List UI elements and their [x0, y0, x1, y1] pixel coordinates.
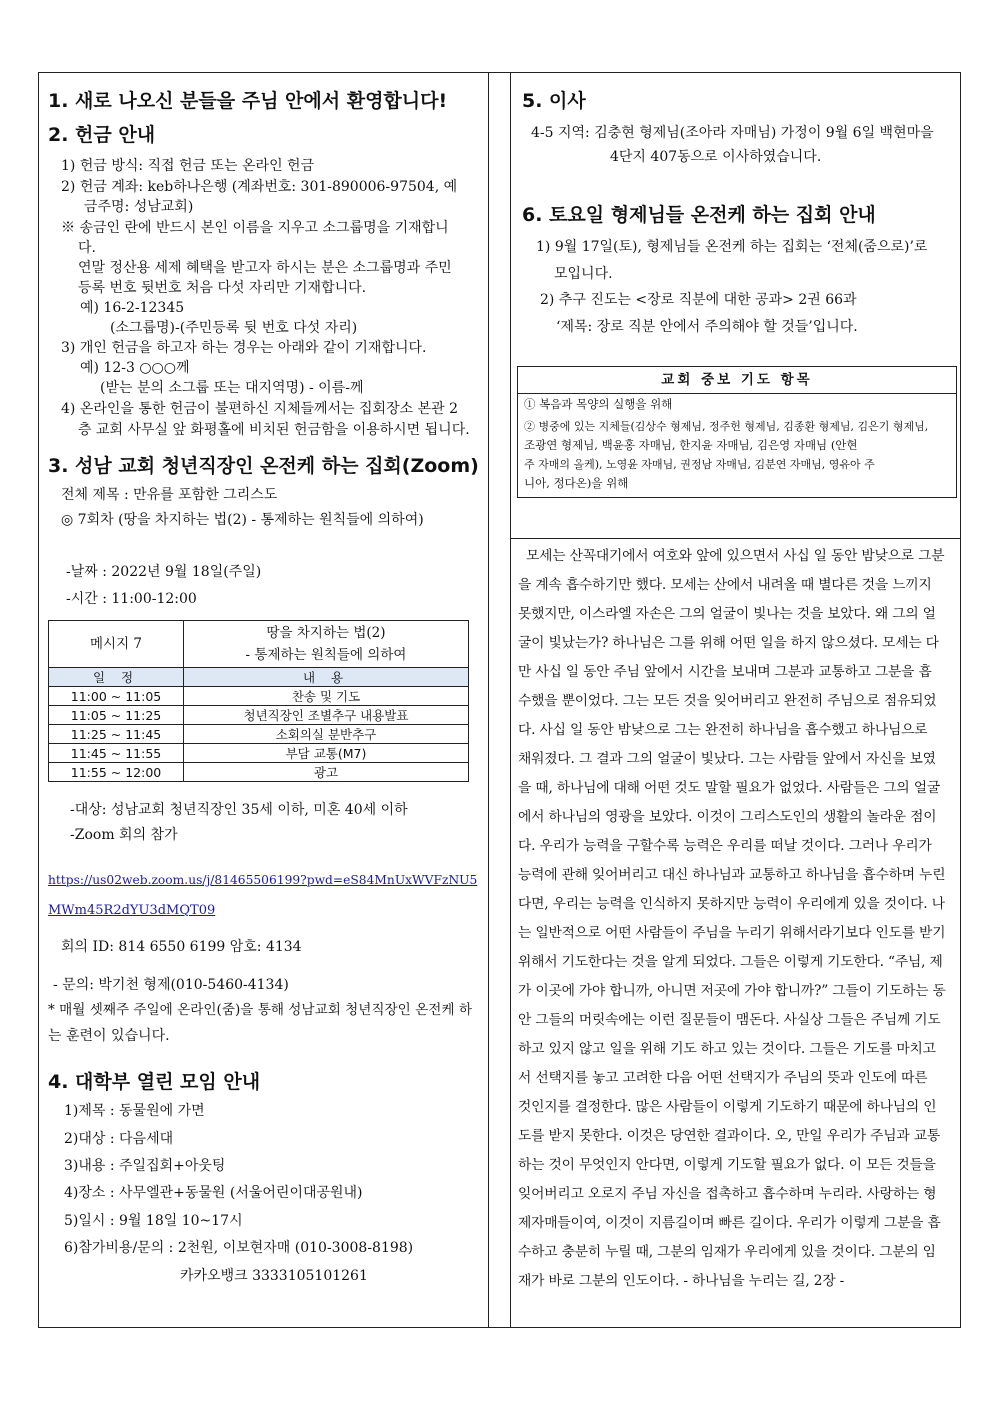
- message-title: [184, 621, 469, 668]
- offering-line: 4) 온라인을 통한 헌금이 불편하신 지체들께서는 집회장소 본관 2: [61, 401, 458, 417]
- offering-line: ※ 송금인 란에 반드시 본인 이름을 지우고 소그룹명을 기재합니: [61, 220, 449, 236]
- schedule-header-row: [49, 621, 469, 668]
- meeting-detail: 5)일시 : 9월 18일 10~17시: [64, 1213, 243, 1229]
- essay-line: 잊어버리고 오로지 주님 자신을 접촉하고 흡수하며 누리라. 사랑하는 형: [518, 1186, 937, 1202]
- message-title-line: 땅을 차지하는 법(2): [266, 625, 386, 641]
- offering-line: 층 교회 사무실 앞 화평홀에 비치된 헌금함을 이용하시면 됩니다.: [78, 422, 470, 438]
- section-3-heading: 3. 성남 교회 청년직장인 온전케 하는 집회(Zoom): [48, 455, 479, 477]
- essay-line: 굴이 빛났는가? 하나님은 그를 위해 어떤 일을 하지 않으셨다. 모세는 다: [518, 635, 939, 651]
- offering-line: 등록 번호 뒷번호 처음 다섯 자리만 기재합니다.: [78, 280, 367, 296]
- essay-line: 채워졌다. 그 결과 그의 얼굴이 빛났다. 그는 사람들 앞에서 자신을 보였: [518, 751, 936, 767]
- essay-line: 을 때, 하나님에 대해 어떤 것도 말할 필요가 없었다. 사람들은 그의 얼굴: [518, 780, 940, 796]
- meeting-detail: 2)대상 : 다음세대: [64, 1131, 174, 1147]
- zoom-link[interactable]: https://us02web.zoom.us/j/81465506199?pwd=eS84MnUxWVFzNU5: [48, 873, 478, 887]
- series-title: 전체 제목 : 만유를 포함한 그리스도: [61, 487, 278, 503]
- offering-line: 2) 헌금 계좌: keb하나은행 (계좌번호: 301-890006-97504, 예: [61, 179, 458, 195]
- meeting-id: 회의 ID: 814 6550 6199 암호: 4134: [61, 939, 302, 955]
- row-content: 소회의실 분반추구: [184, 725, 469, 744]
- row-time: 11:05 ~ 11:25: [49, 706, 184, 725]
- moving-notice: 4-5 지역: 김충현 형제님(조아라 자매님) 가정이 9월 6일 백현마을: [531, 125, 934, 141]
- essay-line: 위해서 기도한다는 것을 알게 되었다. 그들은 이렇게 기도한다. “주님, 제: [518, 954, 943, 970]
- offering-line: (받는 분의 소그룹 또는 대지역명) - 이름-께: [100, 380, 364, 396]
- saturday-meeting-line: ‘제목: 장로 직분 안에서 주의해야 할 것들’입니다.: [556, 319, 858, 335]
- essay-line: 서 선택지를 놓고 고려한 다음 어떤 선택지가 주님의 뜻과 인도에 따른: [518, 1070, 928, 1086]
- row-time: 11:00 ~ 11:05: [49, 687, 184, 706]
- essay-line: 못했지만, 이스라엘 자손은 그의 얼굴이 빛나는 것을 보았다. 왜 그의 얼: [518, 606, 936, 622]
- essay-line: 안 그들의 머릿속에는 이런 질문들이 맴돈다. 사실상 그들은 주님께 기도: [518, 1012, 941, 1028]
- column-content: 내 용: [184, 668, 469, 687]
- essay-line: 는 일반적으로 어떤 사람들이 주님을 누리기 위해서라기보다 인도를 받기: [518, 925, 946, 941]
- section-1-heading: 1. 새로 나오신 분들을 주님 안에서 환영합니다!: [48, 90, 448, 112]
- essay-line: 제자매들이여, 이것이 지름길이며 빠른 길이다. 우리가 이렇게 그분을 흡: [518, 1215, 941, 1231]
- right-column-separator: [510, 538, 961, 539]
- moving-notice-continued: 4단지 407동으로 이사하였습니다.: [610, 149, 822, 165]
- table-row: [49, 706, 469, 725]
- bank-account: 카카오뱅크 3333105101261: [180, 1268, 368, 1284]
- row-time: 11:45 ~ 11:55: [49, 744, 184, 763]
- section-4-heading: 4. 대학부 열린 모임 안내: [48, 1071, 261, 1093]
- saturday-meeting-line: 2) 추구 진도는 <장로 직분에 대한 공과> 2권 66과: [540, 292, 857, 308]
- offering-line: 연말 정산용 세제 혜택을 받고자 하시는 분은 소그룹명과 주민: [78, 260, 452, 276]
- schedule-table: [48, 620, 469, 782]
- section-2-heading: 2. 헌금 안내: [48, 124, 156, 146]
- message-label: 메시지 7: [49, 621, 184, 668]
- offering-line: 3) 개인 헌금을 하고자 하는 경우는 아래와 같이 기재합니다.: [61, 340, 427, 356]
- row-time: 11:25 ~ 11:45: [49, 725, 184, 744]
- row-content: 청년직장인 조별추구 내용발표: [184, 706, 469, 725]
- prayer-item: 조광연 형제님, 백윤홍 자매님, 한지윤 자매님, 김은영 자매님 (안현: [524, 438, 858, 452]
- offering-line: 예) 12-3 ○○○께: [80, 360, 190, 376]
- essay-line: 하는 것이 무엇인지 안다면, 이렇게 기도할 필요가 없다. 이 모든 것들을: [518, 1157, 936, 1173]
- essay-line: 을 계속 흡수하기만 했다. 모세는 산에서 내려올 때 별다른 것을 느끼지: [518, 577, 932, 593]
- offering-line: 1) 헌금 방식: 직접 헌금 또는 온라인 헌금: [61, 158, 315, 174]
- row-content: 광고: [184, 763, 469, 782]
- row-time: 11:55 ~ 12:00: [49, 763, 184, 782]
- column-divider-left: [488, 72, 489, 1328]
- offering-line: 예) 16-2-12345: [80, 300, 185, 316]
- essay-line: 하고 있지 않고 일을 위해 기도 하고 있는 것이다. 그들은 기도를 마치고: [518, 1041, 936, 1057]
- target-audience: -대상: 성남교회 청년직장인 35세 이하, 미혼 40세 이하: [70, 802, 408, 818]
- monthly-note: * 매월 셋째주 주일에 온라인(줌)을 통해 성남교회 청년직장인 온전케 하: [48, 1002, 472, 1018]
- prayer-item: ② 병중에 있는 지체들(김상수 형제님, 정주헌 형제님, 김종환 형제님, 김은기 형제님,: [524, 420, 929, 433]
- session-title: ◎ 7회차 (땅을 차지하는 법(2) - 통제하는 원칙들에 의하여): [61, 512, 424, 528]
- table-row: [49, 687, 469, 706]
- essay-line: 다. 우리가 능력을 구할수록 능력은 우리를 떠날 것이다. 그러나 우리가: [518, 838, 932, 854]
- meeting-detail: 6)참가비용/문의 : 2천원, 이보현자매 (010-3008-8198): [64, 1240, 414, 1256]
- essay-line: 수했을 뿐이었다. 그는 모든 것을 잊어버리고 완전히 주님으로 점유되었: [518, 693, 937, 709]
- essay-line: 에서 하나님의 영광을 보았다. 이것이 그리스도인의 생활의 놀라운 점이: [518, 809, 937, 825]
- meeting-date: -날짜 : 2022년 9월 18일(주일): [66, 564, 262, 580]
- prayer-item: ① 복음과 목양의 실행을 위해: [524, 397, 673, 411]
- row-content: 부담 교통(M7): [184, 744, 469, 763]
- essay-line: 능력에 관해 잊어버리고 대신 하나님과 교통하고 하나님을 흡수하며 누린: [518, 867, 946, 883]
- meeting-detail: 3)내용 : 주일집회+아웃팅: [64, 1158, 226, 1174]
- contact-info: - 문의: 박기천 형제(010-5460-4134): [53, 977, 289, 993]
- prayer-items-box: [517, 366, 957, 498]
- monthly-note-continued: 는 훈련이 있습니다.: [48, 1028, 170, 1044]
- table-row: [49, 744, 469, 763]
- section-6-heading: 6. 토요일 형제님들 온전케 하는 집회 안내: [522, 204, 876, 226]
- column-schedule: 일 정: [49, 668, 184, 687]
- saturday-meeting-line: 모입니다.: [554, 266, 613, 282]
- zoom-join-label: -Zoom 회의 참가: [70, 827, 178, 843]
- table-row: [49, 763, 469, 782]
- essay-line: 만 사십 일 동안 주님 앞에서 시간을 보내며 그분과 교통하고 그분을 흡: [518, 664, 932, 680]
- offering-line: (소그룹명)-(주민등록 뒷 번호 다섯 자리): [110, 320, 358, 336]
- essay-line: 것인지를 결정한다. 많은 사람들이 이렇게 기도하기 때문에 하나님의 인: [518, 1099, 937, 1115]
- prayer-item: 주 자매의 올케), 노영윤 자매님, 권정남 자매님, 김분연 자매님, 영유아 주: [524, 458, 875, 471]
- row-content: 찬송 및 기도: [184, 687, 469, 706]
- prayer-items-title: 교회 중보 기도 항목: [518, 367, 956, 394]
- meeting-time: -시간 : 11:00-12:00: [66, 591, 197, 607]
- offering-line: 금주명: 성남교회): [84, 199, 194, 215]
- prayer-item: 니아, 정다온)을 위해: [524, 476, 629, 490]
- essay-line: 모세는 산꼭대기에서 여호와 앞에 있으면서 사십 일 동안 밤낮으로 그분: [526, 548, 945, 564]
- message-title-line: - 통제하는 원칙들에 의하여: [245, 647, 407, 663]
- essay-line: 가 이곳에 가야 합니까, 아니면 저곳에 가야 합니까?” 그들이 기도하는 동: [518, 983, 946, 999]
- offering-line: 다.: [78, 240, 96, 256]
- column-divider-right: [510, 72, 511, 1328]
- meeting-detail: 1)제목 : 동물원에 가면: [64, 1103, 205, 1119]
- essay-line: 재가 바로 그분의 인도이다. - 하나님을 누리는 길, 2장 -: [518, 1273, 845, 1289]
- table-row: [49, 725, 469, 744]
- essay-line: 도를 받지 못한다. 이것은 당연한 결과이다. 오, 만일 우리가 주님과 교통: [518, 1128, 940, 1144]
- saturday-meeting-line: 1) 9월 17일(토), 형제님들 온전케 하는 집회는 ‘전체(줌으로)’로: [536, 239, 928, 255]
- meeting-detail: 4)장소 : 사무엘관+동물원 (서울어린이대공원내): [64, 1185, 363, 1201]
- essay-line: 수하고 충분히 누릴 때, 그분의 임재가 우리에게 있을 것이다. 그분의 임: [518, 1244, 936, 1260]
- schedule-column-header: [49, 668, 469, 687]
- zoom-link-continued[interactable]: MWm45R2dYU3dMQT09: [48, 903, 216, 918]
- section-5-heading: 5. 이사: [522, 90, 586, 112]
- essay-line: 다면, 우리는 능력을 인식하지 못하지만 능력이 우리에게 있을 것이다. 나: [518, 896, 945, 912]
- essay-line: 다. 사십 일 동안 밤낮으로 그는 완전히 하나님을 흡수했고 하나님으로: [518, 722, 928, 738]
